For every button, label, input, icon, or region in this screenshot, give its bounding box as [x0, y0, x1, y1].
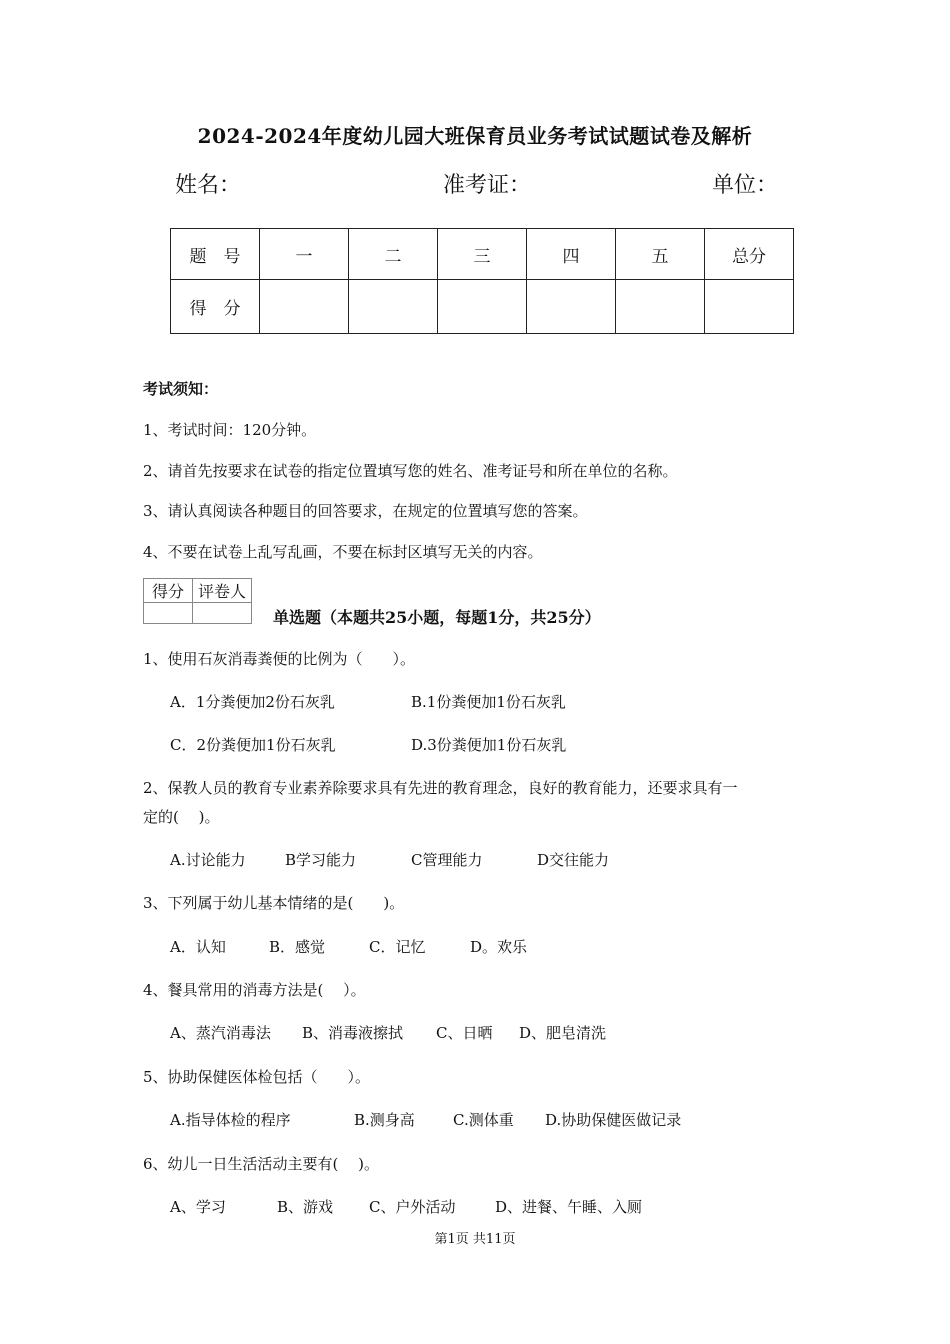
option: A、蒸汽消毒法	[170, 1024, 271, 1042]
header-cell: 一	[260, 229, 349, 280]
option: D.3份粪便加1份石灰乳	[411, 736, 567, 754]
option: D。欢乐	[470, 938, 528, 956]
section-heading: 单选题（本题共25小题，每题1分，共25分）	[273, 608, 601, 627]
question-stem: 4、餐具常用的消毒方法是( ）。	[143, 981, 366, 999]
question-stem: 2、保教人员的教育专业素养除要求具有先进的教育理念，良好的教育能力，还要求具有一	[143, 779, 738, 797]
option: A.讨论能力	[170, 851, 246, 869]
option: B、游戏	[277, 1198, 334, 1216]
option: D.协助保健医做记录	[545, 1111, 682, 1129]
note-item: 4、不要在试卷上乱写乱画，不要在标封区填写无关的内容。	[143, 543, 543, 561]
grader-score-label: 得分	[144, 579, 193, 603]
option: B.1份粪便加1份石灰乳	[411, 693, 566, 711]
name-label: 姓名：	[175, 173, 242, 198]
option: D交往能力	[537, 851, 610, 869]
score-table-score-row	[171, 280, 794, 334]
grader-reviewer-label: 评卷人	[193, 579, 252, 603]
header-cell: 总分	[705, 229, 794, 280]
score-cell[interactable]	[616, 280, 705, 334]
option: C．2份粪便加1份石灰乳	[170, 736, 336, 754]
option: B学习能力	[285, 851, 357, 869]
option: B、消毒液擦拭	[302, 1024, 404, 1042]
score-cell[interactable]	[260, 280, 349, 334]
option: A、学习	[170, 1198, 226, 1216]
score-cell[interactable]	[349, 280, 438, 334]
question-stem: 5、协助保健医体检包括（ ）。	[143, 1068, 371, 1086]
score-cell[interactable]	[705, 280, 794, 334]
grader-table	[143, 578, 252, 624]
note-item: 1、考试时间：120分钟。	[143, 421, 317, 439]
exam-title: 2024-2024年度幼儿园大班保育员业务考试试题试卷及解析	[197, 124, 753, 148]
question-stem: 1、使用石灰消毒粪便的比例为（ ）。	[143, 650, 416, 668]
option: C.测体重	[453, 1111, 514, 1129]
option: D、进餐、午睡、入厕	[495, 1198, 643, 1216]
score-cell[interactable]	[527, 280, 616, 334]
question-stem-cont: 定的( )。	[143, 808, 220, 826]
option: C管理能力	[411, 851, 483, 869]
option: A．1分粪便加2份石灰乳	[170, 693, 335, 711]
grader-score-cell[interactable]	[144, 603, 193, 624]
option: C、户外活动	[369, 1198, 456, 1216]
note-item: 3、请认真阅读各种题目的回答要求，在规定的位置填写您的答案。	[143, 502, 588, 520]
header-cell: 二	[349, 229, 438, 280]
option: C、日晒	[436, 1024, 493, 1042]
exam-id-label: 准考证：	[443, 173, 532, 198]
option: B．感觉	[269, 938, 326, 956]
option: C．记忆	[369, 938, 426, 956]
option: A．认知	[170, 938, 226, 956]
score-table-header-row	[171, 229, 794, 280]
page-footer: 第1页 共11页	[434, 1232, 516, 1247]
question-stem: 6、幼儿一日生活活动主要有( )。	[143, 1155, 380, 1173]
score-cell[interactable]	[438, 280, 527, 334]
row-label-cell: 得 分	[171, 280, 260, 334]
notes-heading: 考试须知：	[143, 380, 219, 398]
unit-label: 单位：	[712, 173, 779, 198]
header-cell: 四	[527, 229, 616, 280]
grader-reviewer-cell[interactable]	[193, 603, 252, 624]
header-cell: 题 号	[171, 229, 260, 280]
option: A.指导体检的程序	[170, 1111, 291, 1129]
option: B.测身高	[354, 1111, 415, 1129]
header-cell: 五	[616, 229, 705, 280]
option: D、肥皂清洗	[519, 1024, 607, 1042]
note-item: 2、请首先按要求在试卷的指定位置填写您的姓名、准考证号和所在单位的名称。	[143, 462, 678, 480]
header-cell: 三	[438, 229, 527, 280]
question-stem: 3、下列属于幼儿基本情绪的是( )。	[143, 894, 405, 912]
score-table	[170, 228, 794, 334]
